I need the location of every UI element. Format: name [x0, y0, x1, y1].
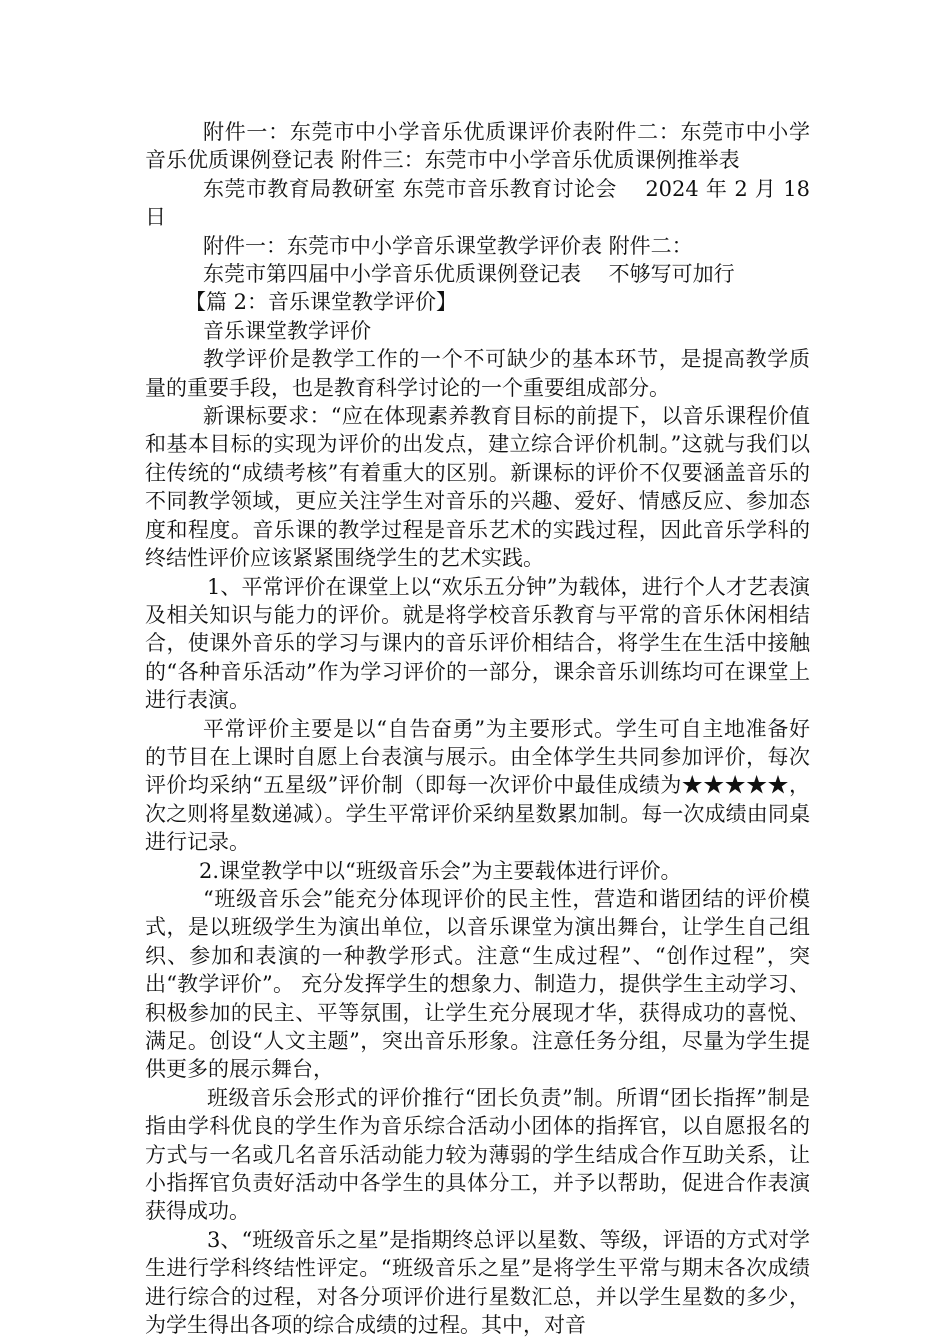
annex-list-2-line1: 附件一：东莞市中小学音乐课堂教学评价表 附件二： — [203, 233, 693, 258]
paragraph-music-star: 3、“班级音乐之星”是指期终总评以星数、等级，评语的方式对学生进行学科终结性评定。“班级音乐之星”是将学生平常与期末各次成绩进行综合的过程，对各分项评价进行星数汇总，并以学生星数的多少，为学生得出各项的综合成绩的过程。其中，对音 — [145, 1227, 810, 1338]
paragraph-volunteer-performance: 平常评价主要是以“自告奋勇”为主要形式。学生可自主地准备好的节目在上课时自愿上台表演与展示。由全体学生共同参加评价，每次评价均采纳“五星级”评价制（即每一次评价中最佳成绩为★★★★★，次之则将星数递减）。学生平常评价采纳星数累加制。每一次成绩由同桌进行记录。 — [145, 716, 810, 855]
paragraph-class-concert-heading: 2.课堂教学中以“班级音乐会”为主要载体进行评价。 — [199, 858, 682, 883]
paragraph-leader-responsibility: 班级音乐会形式的评价推行“团长负责”制。所谓“团长指挥”制是指由学科优良的学生作为音乐综合活动小团体的指挥官，以自愿报名的方式与一名或几名音乐活动能力较为薄弱的学生结成合作互助关系，让小指挥官负责好活动中各学生的具体分工，并予以帮助，促进合作表演获得成功。 — [145, 1085, 810, 1224]
paragraph-daily-evaluation: 1、平常评价在课堂上以“欢乐五分钟”为载体，进行个人才艺表演及相关知识与能力的评价。就是将学校音乐教育与平常的音乐休闲相结合，使课外音乐的学习与课内的音乐评价相结合，将学生在生活中接触的“各种音乐活动”作为学习评价的一部分，课余音乐训练均可在课堂上进行表演。 — [145, 574, 810, 713]
paragraph-curriculum-standard: 新课标要求：“应在体现素养教育目标的前提下，以音乐课程价值和基本目标的实现为评价的出发点，建立综合评价机制。”这就与我们以往传统的“成绩考核”有着重大的区别。新课标的评价不仅要涵盖音乐的不同教学领域，更应关注学生对音乐的兴趣、爱好、情感反应、参加态度和程度。音乐课的教学过程是音乐艺术的实践过程，因此音乐学科的终结性评价应该紧紧围绕学生的艺术实践。 — [145, 404, 810, 571]
paragraph-class-concert: “班级音乐会”能充分体现评价的民主性，营造和谐团结的评价模式，是以班级学生为演出单位，以音乐课堂为演出舞台，让学生自己组织、参加和表演的一种教学形式。注意“生成过程”、“创作过程”，突出“教学评价”。 充分发挥学生的想象力、制造力，提供学生主动学习、积极参加的民主、平等氛围，让学生充分展现才华，获得成功的喜悦、满足。创设“人文主题”，突出音乐形象。注意任务分组，尽量为学生提供更多的展示舞台， — [145, 886, 810, 1082]
annex-list-2-line2: 东莞市第四届中小学音乐优质课例登记表 不够写可加行 — [203, 262, 735, 287]
annex-list-1: 附件一：东莞市中小学音乐优质课评价表附件二：东莞市中小学音乐优质课例登记表 附件三：东莞市中小学音乐优质课例推举表 — [145, 120, 810, 173]
article-title: 音乐课堂教学评价 — [203, 318, 371, 343]
issuer-date-line: 东莞市教育局教研室 东莞市音乐教育讨论会 2024 年 2 月 18 日 — [145, 176, 810, 230]
document-page — [145, 118, 810, 1339]
paragraph-intro: 教学评价是教学工作的一个不可缺少的基本环节，是提高教学质量的重要手段，也是教育科学讨论的一个重要组成部分。 — [145, 347, 810, 400]
section-heading: 【篇 2：音乐课堂教学评价】 — [185, 290, 458, 315]
